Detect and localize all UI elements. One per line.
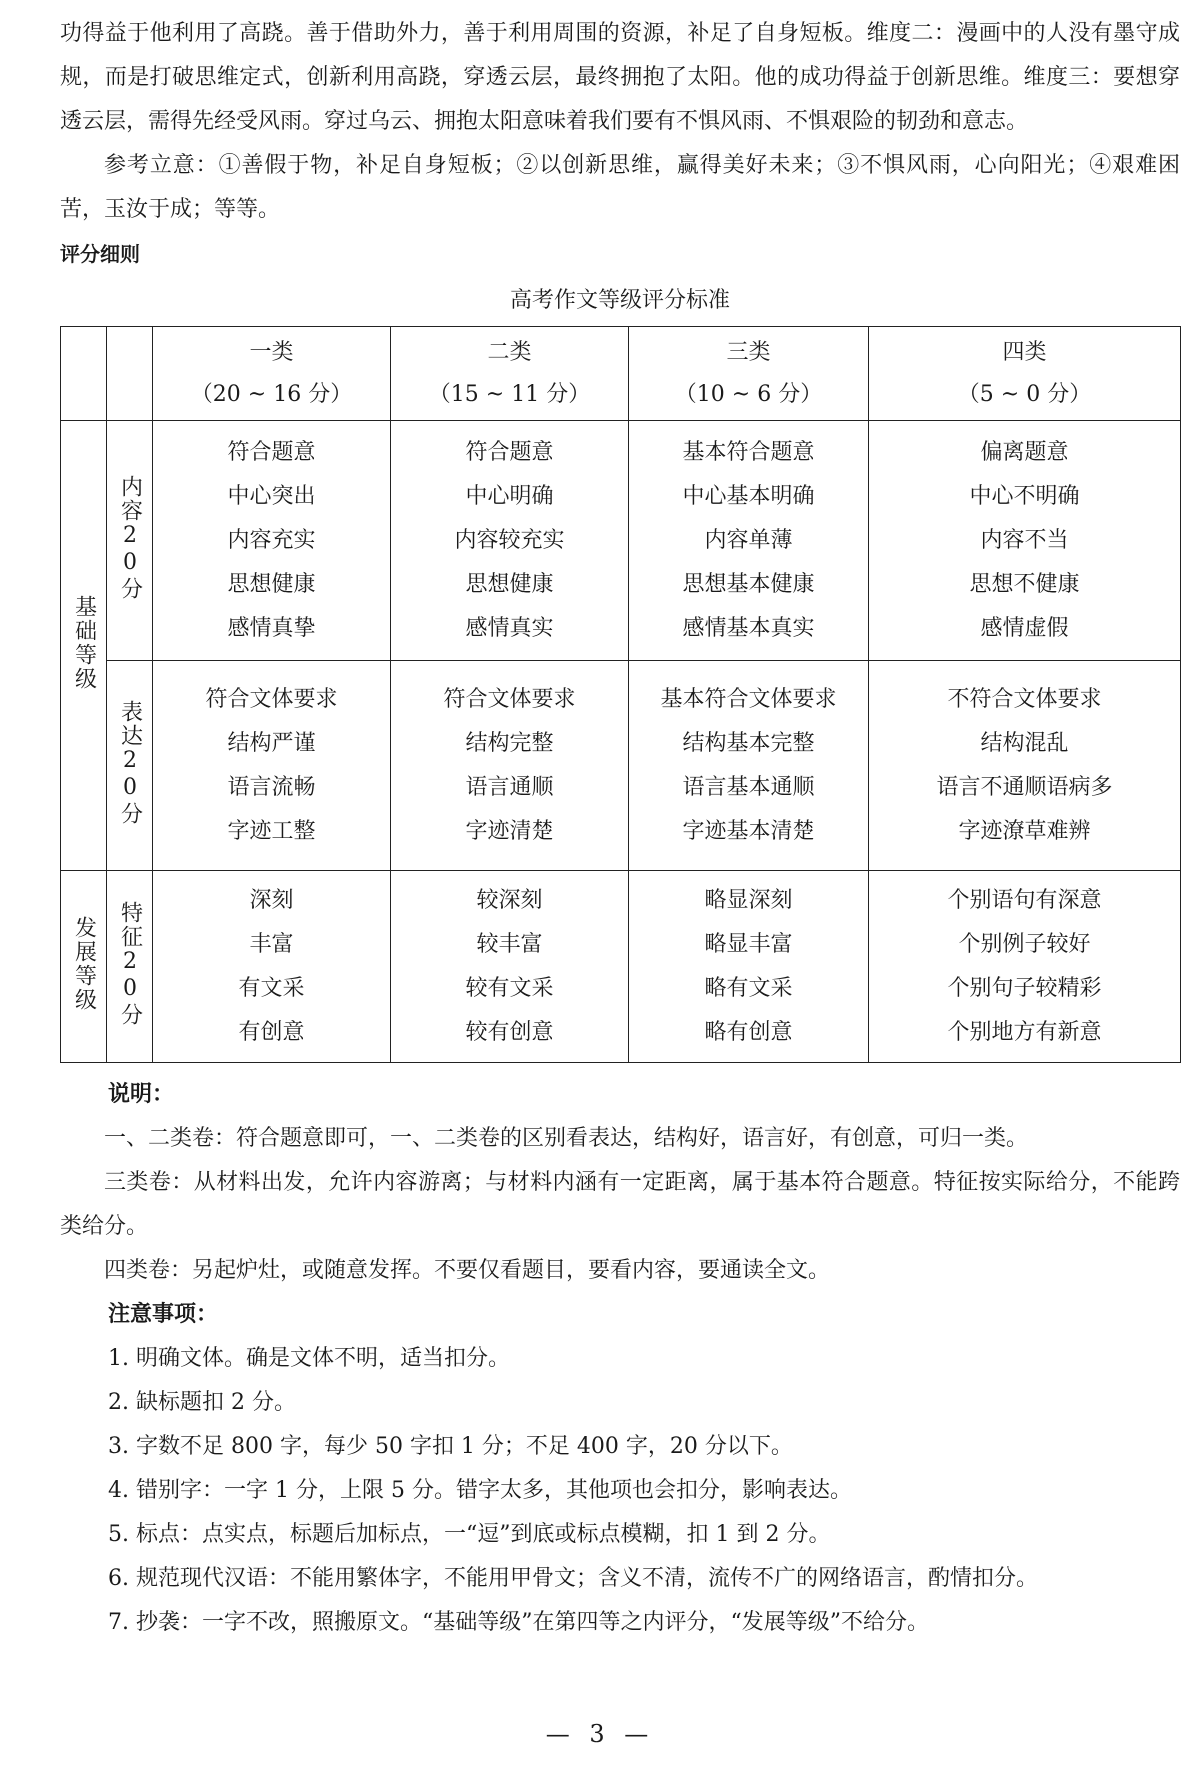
criterion-text: 语言不通顺语病多 <box>936 774 1113 800</box>
note-item: 6. 规范现代汉语：不能用繁体字，不能用甲骨文；含义不清，流传不广的网络语言，酌情扣分。 <box>108 1566 1038 1591</box>
level-dev-label: 发展等级 <box>71 915 97 1012</box>
feature-class-2 <box>391 871 629 1063</box>
criterion-text: 偏离题意 <box>980 439 1069 465</box>
criterion-text: 符合题意 <box>465 439 554 465</box>
content-class-1 <box>153 421 391 661</box>
criterion-text: 语言基本通顺 <box>682 774 815 800</box>
header-range: （20 ~ 16 分） <box>190 381 353 407</box>
explanation-line: 三类卷：从材料出发，允许内容游离；与材料内涵有一定距离，属于基本符合题意。特征按实际给分，不能跨类给分。 <box>60 1170 1180 1239</box>
table-title: 高考作文等级评分标准 <box>509 288 730 313</box>
expression-label: 表达20分 <box>117 699 143 826</box>
expression-class-1 <box>153 661 391 871</box>
feature-class-1 <box>153 871 391 1063</box>
explanation-heading: 说明： <box>108 1082 175 1107</box>
header-class-2 <box>391 327 629 421</box>
criterion-text: 较丰富 <box>476 931 543 957</box>
note-item: 4. 错别字：一字 1 分，上限 5 分。错字太多，其他项也会扣分，影响表达。 <box>108 1478 852 1503</box>
criterion-text: 符合文体要求 <box>205 686 338 712</box>
header-name: 二类 <box>487 339 532 365</box>
criterion-text: 字迹基本清楚 <box>682 818 815 844</box>
criterion-text: 感情基本真实 <box>682 615 815 641</box>
note-item: 2. 缺标题扣 2 分。 <box>108 1390 296 1415</box>
criterion-text: 语言流畅 <box>227 774 316 800</box>
header-class-3 <box>629 327 869 421</box>
criterion-text: 个别地方有新意 <box>947 1019 1102 1045</box>
expression-class-4 <box>869 661 1181 871</box>
criterion-text: 思想健康 <box>465 571 554 597</box>
content-row <box>61 421 1181 661</box>
criterion-text: 思想健康 <box>227 571 316 597</box>
expression-class-2 <box>391 661 629 871</box>
header-range: （15 ~ 11 分） <box>428 381 591 407</box>
criterion-text: 较有创意 <box>465 1019 554 1045</box>
criterion-text: 中心明确 <box>465 483 554 509</box>
table-header-row <box>61 327 1181 421</box>
criterion-text: 丰富 <box>249 931 294 957</box>
criterion-text: 有文采 <box>238 975 305 1001</box>
criterion-text: 内容较充实 <box>454 527 565 553</box>
note-item: 7. 抄袭：一字不改，照搬原文。“基础等级”在第四等之内评分，“发展等级”不给分。 <box>108 1610 929 1635</box>
note-item: 5. 标点：点实点，标题后加标点，一“逗”到底或标点模糊，扣 1 到 2 分。 <box>108 1522 831 1547</box>
criterion-text: 结构完整 <box>465 730 554 756</box>
criterion-text: 字迹工整 <box>227 818 316 844</box>
expression-row <box>61 661 1181 871</box>
content-class-4 <box>869 421 1181 661</box>
level-basic-cell <box>61 421 107 871</box>
criterion-text: 符合文体要求 <box>443 686 576 712</box>
criterion-text: 感情真挚 <box>227 615 316 641</box>
criterion-text: 思想不健康 <box>969 571 1080 597</box>
criterion-text: 内容充实 <box>227 527 316 553</box>
header-name: 四类 <box>1002 339 1047 365</box>
criterion-text: 个别语句有深意 <box>947 887 1102 913</box>
corner-cell-1 <box>61 327 107 421</box>
feature-label-cell <box>107 871 153 1063</box>
content-label: 内容20分 <box>117 474 143 601</box>
header-range: （5 ~ 0 分） <box>957 381 1092 407</box>
criterion-text: 略显深刻 <box>704 887 793 913</box>
content-label-cell <box>107 421 153 661</box>
header-name: 一类 <box>249 339 294 365</box>
notes-heading: 注意事项： <box>108 1302 219 1327</box>
content-class-3 <box>629 421 869 661</box>
expression-class-3 <box>629 661 869 871</box>
criterion-text: 内容不当 <box>980 527 1069 553</box>
expression-label-cell <box>107 661 153 871</box>
criterion-text: 略有创意 <box>704 1019 793 1045</box>
notes-section <box>60 1293 1180 1645</box>
feature-class-4 <box>869 871 1181 1063</box>
criterion-text: 语言通顺 <box>465 774 554 800</box>
criterion-text: 有创意 <box>238 1019 305 1045</box>
note-item: 1. 明确文体。确是文体不明，适当扣分。 <box>108 1346 510 1371</box>
criterion-text: 感情真实 <box>465 615 554 641</box>
criterion-text: 较深刻 <box>476 887 543 913</box>
criterion-text: 略有文采 <box>704 975 793 1001</box>
criterion-text: 个别例子较好 <box>958 931 1091 957</box>
feature-row <box>61 871 1181 1063</box>
criterion-text: 基本符合题意 <box>682 439 815 465</box>
feature-label: 特征20分 <box>117 900 143 1027</box>
header-range: （10 ~ 6 分） <box>674 381 823 407</box>
criterion-text: 思想基本健康 <box>682 571 815 597</box>
grading-table <box>60 326 1181 1063</box>
criterion-text: 较有文采 <box>465 975 554 1001</box>
criterion-text: 内容单薄 <box>704 527 793 553</box>
criterion-text: 基本符合文体要求 <box>660 686 837 712</box>
criterion-text: 中心突出 <box>227 483 316 509</box>
criterion-text: 中心不明确 <box>969 483 1080 509</box>
header-class-4 <box>869 327 1181 421</box>
explanation-section <box>60 1073 1180 1293</box>
document-page <box>60 12 1180 1645</box>
feature-class-3 <box>629 871 869 1063</box>
criterion-text: 结构混乱 <box>980 730 1069 756</box>
page-number: — 3 — <box>545 1720 655 1748</box>
content-class-2 <box>391 421 629 661</box>
criterion-text: 深刻 <box>249 887 294 913</box>
criterion-text: 感情虚假 <box>980 615 1069 641</box>
criterion-text: 结构基本完整 <box>682 730 815 756</box>
intro-paragraph-1: 功得益于他利用了高跷。善于借助外力，善于利用周围的资源，补足了自身短板。维度二：漫画中的人没有墨守成规，而是打破思维定式，创新利用高跷，穿透云层，最终拥抱了太阳。他的成功得益于创新思维。维度三：要想穿透云层，需得先经受风雨。穿过乌云、拥抱太阳意味着我们要有不惧风雨、不惧艰险的韧劲和意志。 <box>60 21 1180 134</box>
note-item: 3. 字数不足 800 字，每少 50 字扣 1 分；不足 400 字，20 分以下。 <box>108 1434 793 1459</box>
criterion-text: 字迹潦草难辨 <box>958 818 1091 844</box>
level-dev-cell <box>61 871 107 1063</box>
explanation-line: 一、二类卷：符合题意即可，一、二类卷的区别看表达，结构好，语言好，有创意，可归一类。 <box>104 1126 1029 1151</box>
explanation-line: 四类卷：另起炉灶，或随意发挥。不要仅看题目，要看内容，要通读全文。 <box>104 1258 831 1283</box>
section-heading: 评分细则 <box>60 242 140 266</box>
header-class-1 <box>153 327 391 421</box>
header-name: 三类 <box>726 339 771 365</box>
level-basic-label: 基础等级 <box>71 594 97 691</box>
criterion-text: 个别句子较精彩 <box>947 975 1102 1001</box>
intro-paragraph-2: 参考立意：①善假于物，补足自身短板；②以创新思维，赢得美好未来；③不惧风雨，心向阳光；④艰难困苦，玉汝于成；等等。 <box>60 153 1180 222</box>
criterion-text: 字迹清楚 <box>465 818 554 844</box>
corner-cell-2 <box>107 327 153 421</box>
criterion-text: 结构严谨 <box>227 730 316 756</box>
criterion-text: 略显丰富 <box>704 931 793 957</box>
criterion-text: 中心基本明确 <box>682 483 815 509</box>
criterion-text: 符合题意 <box>227 439 316 465</box>
criterion-text: 不符合文体要求 <box>947 686 1102 712</box>
